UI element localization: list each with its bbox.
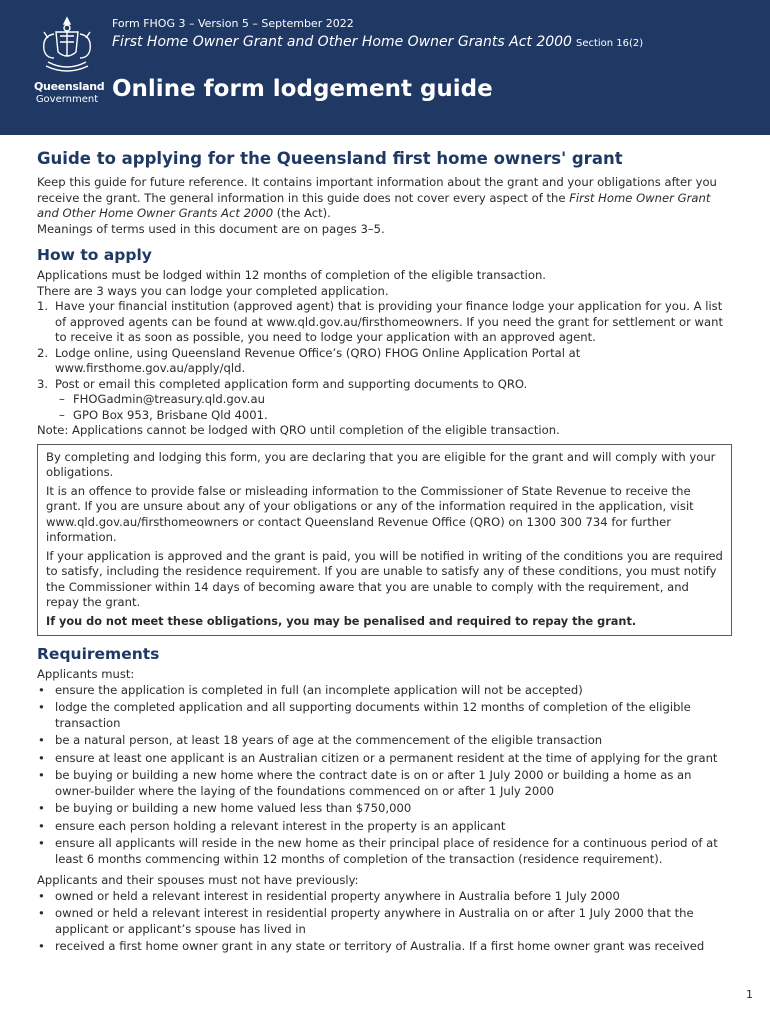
obligations-notice-box — [37, 444, 732, 637]
list-item: • owned or held a relevant interest in residential property anywhere in Australia on or after 1 July 2000 that the applicant or applicant’s spouse has lived in — [37, 906, 732, 937]
spouse-requirements-intro: Applicants and their spouses must not have previously: — [37, 873, 359, 887]
list-item: • ensure all applicants will reside in the new home as their principal place of residence for a continuous period of at least 6 months commencing within 12 months of completion of the transaction (residence requirement). — [37, 836, 732, 867]
requirements-intro: Applicants must: — [37, 667, 135, 681]
page-number: 1 — [746, 988, 753, 1001]
list-item: • ensure the application is completed in full (an incomplete application will not be accepted) — [37, 683, 732, 699]
lodgement-note: Note: Applications cannot be lodged with QRO until completion of the eligible transaction. — [37, 423, 560, 437]
postal-address: – GPO Box 953, Brisbane Qld 4001. — [59, 408, 732, 424]
step-item: 2. Lodge online, using Queensland Revenue Office’s (QRO) FHOG Online Application Portal at www.firsthome.gov.au/apply/qld. — [37, 345, 581, 375]
list-item: • be buying or building a new home valued less than $750,000 — [37, 801, 732, 817]
requirements-heading: Requirements — [37, 645, 160, 663]
coat-of-arms-icon — [34, 14, 100, 78]
email-address: – FHOGadmin@treasury.qld.gov.au — [59, 392, 732, 408]
list-item: • lodge the completed application and all supporting documents within 12 months of completion of the eligible transaction — [37, 700, 732, 731]
terms-note: Meanings of terms used in this document are on pages 3–5. — [37, 221, 385, 236]
step-item: 3. Post or email this completed application form and supporting documents to QRO. – FHOGadmin@treasury.qld.gov.au – GPO Box 953, Brisbane Qld 4001. — [37, 377, 732, 424]
form-version: Form FHOG 3 – Version 5 – September 2022 — [112, 17, 354, 30]
contact-list — [55, 392, 732, 423]
lodgement-steps — [37, 299, 732, 423]
act-section: Section 16(2) — [575, 38, 644, 49]
step-item: 1. Have your financial institution (approved agent) that is providing your finance lodge your application for you. A list of approved agents can be found at www.qld.gov.au/firsthomeowners. If you need the grant for settlement or want to receive it as soon as possible, you need to lodge your application with an approved agent. — [37, 299, 724, 344]
queensland-government-logo — [34, 14, 105, 118]
document-body — [37, 149, 732, 957]
lodgement-ways: There are 3 ways you can lodge your completed application. — [37, 283, 389, 298]
notice-declaration: By completing and lodging this form, you are declaring that you are eligible for the grant and will comply with your obligations. — [46, 449, 716, 479]
guide-heading: Guide to applying for the Queensland first home owners' grant — [37, 149, 623, 168]
list-item: • ensure at least one applicant is an Australian citizen or a permanent resident at the time of applying for the grant — [37, 751, 732, 767]
notice-conditions: If your application is approved and the grant is paid, you will be notified in writing of the conditions you are required to satisfy, including the residence requirement. If you are unable to satisfy any of these conditions, you must notify the Commissioner within 14 days of becoming aware that you are unable to comply with the requirement, and repay the grant. — [46, 548, 723, 609]
act-reference: First Home Owner Grant and Other Home Owner Grants Act 2000 — [37, 190, 711, 220]
requirements-list — [37, 683, 732, 868]
list-item: • owned or held a relevant interest in residential property anywhere in Australia before 1 July 2000 — [37, 889, 732, 905]
logo-subtitle: Government — [35, 94, 99, 105]
page-header — [0, 0, 770, 135]
guide-intro: Keep this guide for future reference. It contains important information about the grant and your obligations after you receive the grant. The general information in this guide does not cover every aspect of the First Home Owner Grant and Other Home Owner Grants Act 2000 (the Act). — [37, 175, 717, 220]
notice-penalty: If you do not meet these obligations, you may be penalised and required to repay the grant. — [46, 614, 637, 628]
list-item: • be buying or building a new home where the contract date is on or after 1 July 2000 or building a home as an owner-builder where the laying of the foundations commenced on or after 1 July 2000 — [37, 768, 732, 799]
how-to-apply-heading: How to apply — [37, 246, 152, 264]
act-title-line — [112, 34, 643, 50]
page-title: Online form lodgement guide — [112, 76, 493, 102]
list-item: • ensure each person holding a relevant interest in the property is an applicant — [37, 819, 732, 835]
act-title: First Home Owner Grant and Other Home Owner Grants Act 2000 — [112, 34, 572, 50]
logo-name: Queensland — [34, 80, 105, 93]
spouse-requirements-list — [37, 889, 732, 955]
notice-offence: It is an offence to provide false or misleading information to the Commissioner of State Revenue to receive the grant. If you are unsure about any of your obligations or any of the information required in the application, visit www.qld.gov.au/firsthomeowners or contact Queensland Revenue Office (QRO) on 1300 300 734 for further information. — [46, 483, 694, 544]
list-item: • be a natural person, at least 18 years of age at the commencement of the eligible transaction — [37, 733, 732, 749]
list-item: • received a first home owner grant in any state or territory of Australia. If a first home owner grant was received — [37, 939, 732, 955]
lodgement-deadline: Applications must be lodged within 12 months of completion of the eligible transaction. — [37, 268, 546, 282]
